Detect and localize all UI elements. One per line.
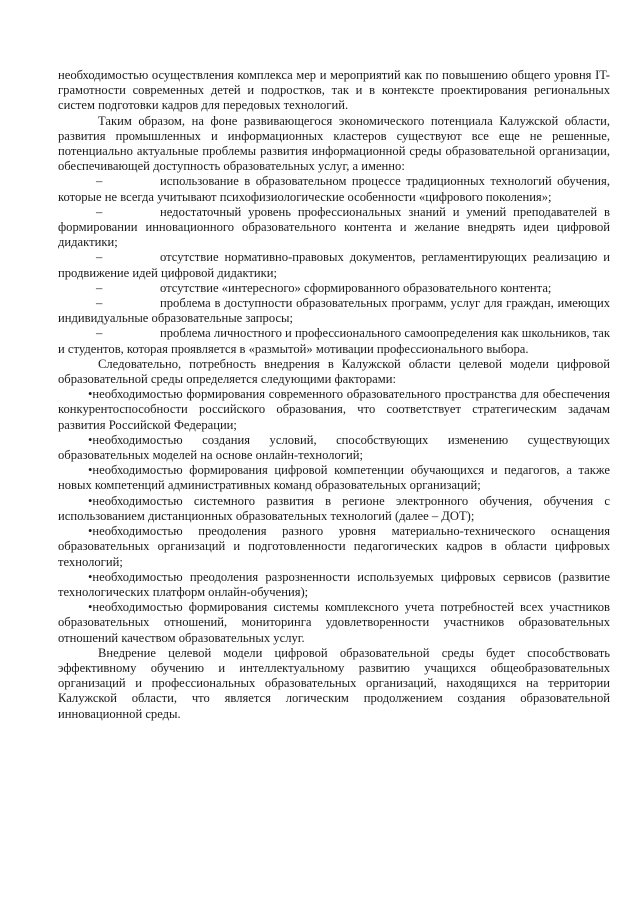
paragraph-factors-intro: Следовательно, потребность внедрения в Калужской области целевой модели цифровой образовательной среды определяется следующими факторами: xyxy=(58,356,610,387)
bullet-marker: • xyxy=(88,463,93,478)
list-item xyxy=(58,433,610,463)
bullet-marker: • xyxy=(88,387,93,402)
paragraph-problems-intro: Таким образом, на фоне развивающегося экономического потенциала Калужской области, развития промышленных и информационных кластеров существуют все еще не решенные, потенциально актуальные проблемы развития информационной среды образовательной организации, обеспечивающей доступность образовательных услуг, а именно: xyxy=(58,113,610,174)
list-item xyxy=(58,387,610,433)
dash-marker: – xyxy=(96,250,103,265)
dash-marker: – xyxy=(96,296,103,311)
list-item-text: недостаточный уровень профессиональных знаний и умений преподавателей в формировании инновационного образовательного контента и желание внедрять идеи цифровой дидактики; xyxy=(58,204,610,250)
dash-marker: – xyxy=(96,204,103,219)
list-item-text: необходимостью системного развития в регионе электронного обучения, обучения с использованием дистанционных образовательных технологий (далее – ДОТ); xyxy=(58,493,610,523)
bullet-marker: • xyxy=(88,524,93,539)
problems-list xyxy=(58,174,610,356)
bullet-marker: • xyxy=(88,432,93,447)
list-item xyxy=(58,326,610,356)
list-item xyxy=(58,463,610,493)
bullet-marker: • xyxy=(88,600,93,615)
list-item-text: необходимостью формирования цифровой компетенции обучающихся и педагогов, а также новых компетенций административных команд образовательных организаций; xyxy=(58,463,610,493)
paragraph-continuation: необходимостью осуществления комплекса мер и мероприятий как по повышению общего уровня IT-грамотности современных детей и подростков, так и в контексте проектирования региональных систем подготовки кадров для передовых технологий. xyxy=(58,68,610,113)
list-item xyxy=(58,205,610,251)
factors-list xyxy=(58,387,610,645)
list-item xyxy=(58,174,610,204)
list-item xyxy=(58,250,610,280)
list-item-text: отсутствие нормативно-правовых документов, регламентирующих реализацию и продвижение идей цифровой дидактики; xyxy=(58,250,610,280)
list-item xyxy=(58,281,610,296)
list-item-text: необходимостью создания условий, способствующих изменению существующих образовательных моделей на основе онлайн-технологий; xyxy=(58,432,610,463)
bullet-marker: • xyxy=(88,569,93,584)
list-item xyxy=(58,296,610,326)
list-item-text: проблема в доступности образовательных программ, услуг для граждан, имеющих индивидуальные образовательные запросы; xyxy=(58,296,610,326)
list-item xyxy=(58,494,610,524)
list-item-text: необходимостью формирования системы комплексного учета потребностей всех участников образовательных отношений, мониторинга удовлетворенности участников образовательных отношений качеством образовательных услуг. xyxy=(58,600,610,645)
list-item-text: необходимостью преодоления разрозненности используемых цифровых сервисов (развитие технологических платформ онлайн-обучения); xyxy=(58,569,610,599)
dash-marker: – xyxy=(96,326,103,341)
list-item-text: использование в образовательном процессе традиционных технологий обучения, которые не всегда учитывают психофизиологические особенности «цифрового поколения»; xyxy=(58,174,610,204)
list-item-text: необходимостью формирования современного образовательного пространства для обеспечения конкурентоспособности российского образования, что соответствует стратегическим задачам развития Российской Федерации; xyxy=(58,387,610,432)
document-page xyxy=(58,68,610,722)
list-item-text: отсутствие «интересного» сформированного образовательного контента; xyxy=(160,280,552,295)
paragraph-conclusion: Внедрение целевой модели цифровой образовательной среды будет способствовать эффективному обучению и интеллектуальному развитию учащихся общеобразовательных организаций и профессиональных образовательных организаций, находящихся на территории Калужской области, что является логическим продолжением создания образовательной инновационной среды. xyxy=(58,645,610,721)
list-item-text: проблема личностного и профессионального самоопределения как школьников, так и студентов, которая проявляется в «размытой» мотивации профессионального выбора. xyxy=(58,326,610,356)
dash-marker: – xyxy=(96,174,103,189)
dash-marker: – xyxy=(96,280,103,295)
list-item xyxy=(58,600,610,646)
list-item xyxy=(58,570,610,600)
list-item xyxy=(58,524,610,570)
list-item-text: необходимостью преодоления разного уровня материально-технического оснащения образовательных организаций и подготовленности педагогических кадров в области цифровых технологий; xyxy=(58,524,610,569)
bullet-marker: • xyxy=(88,493,93,508)
